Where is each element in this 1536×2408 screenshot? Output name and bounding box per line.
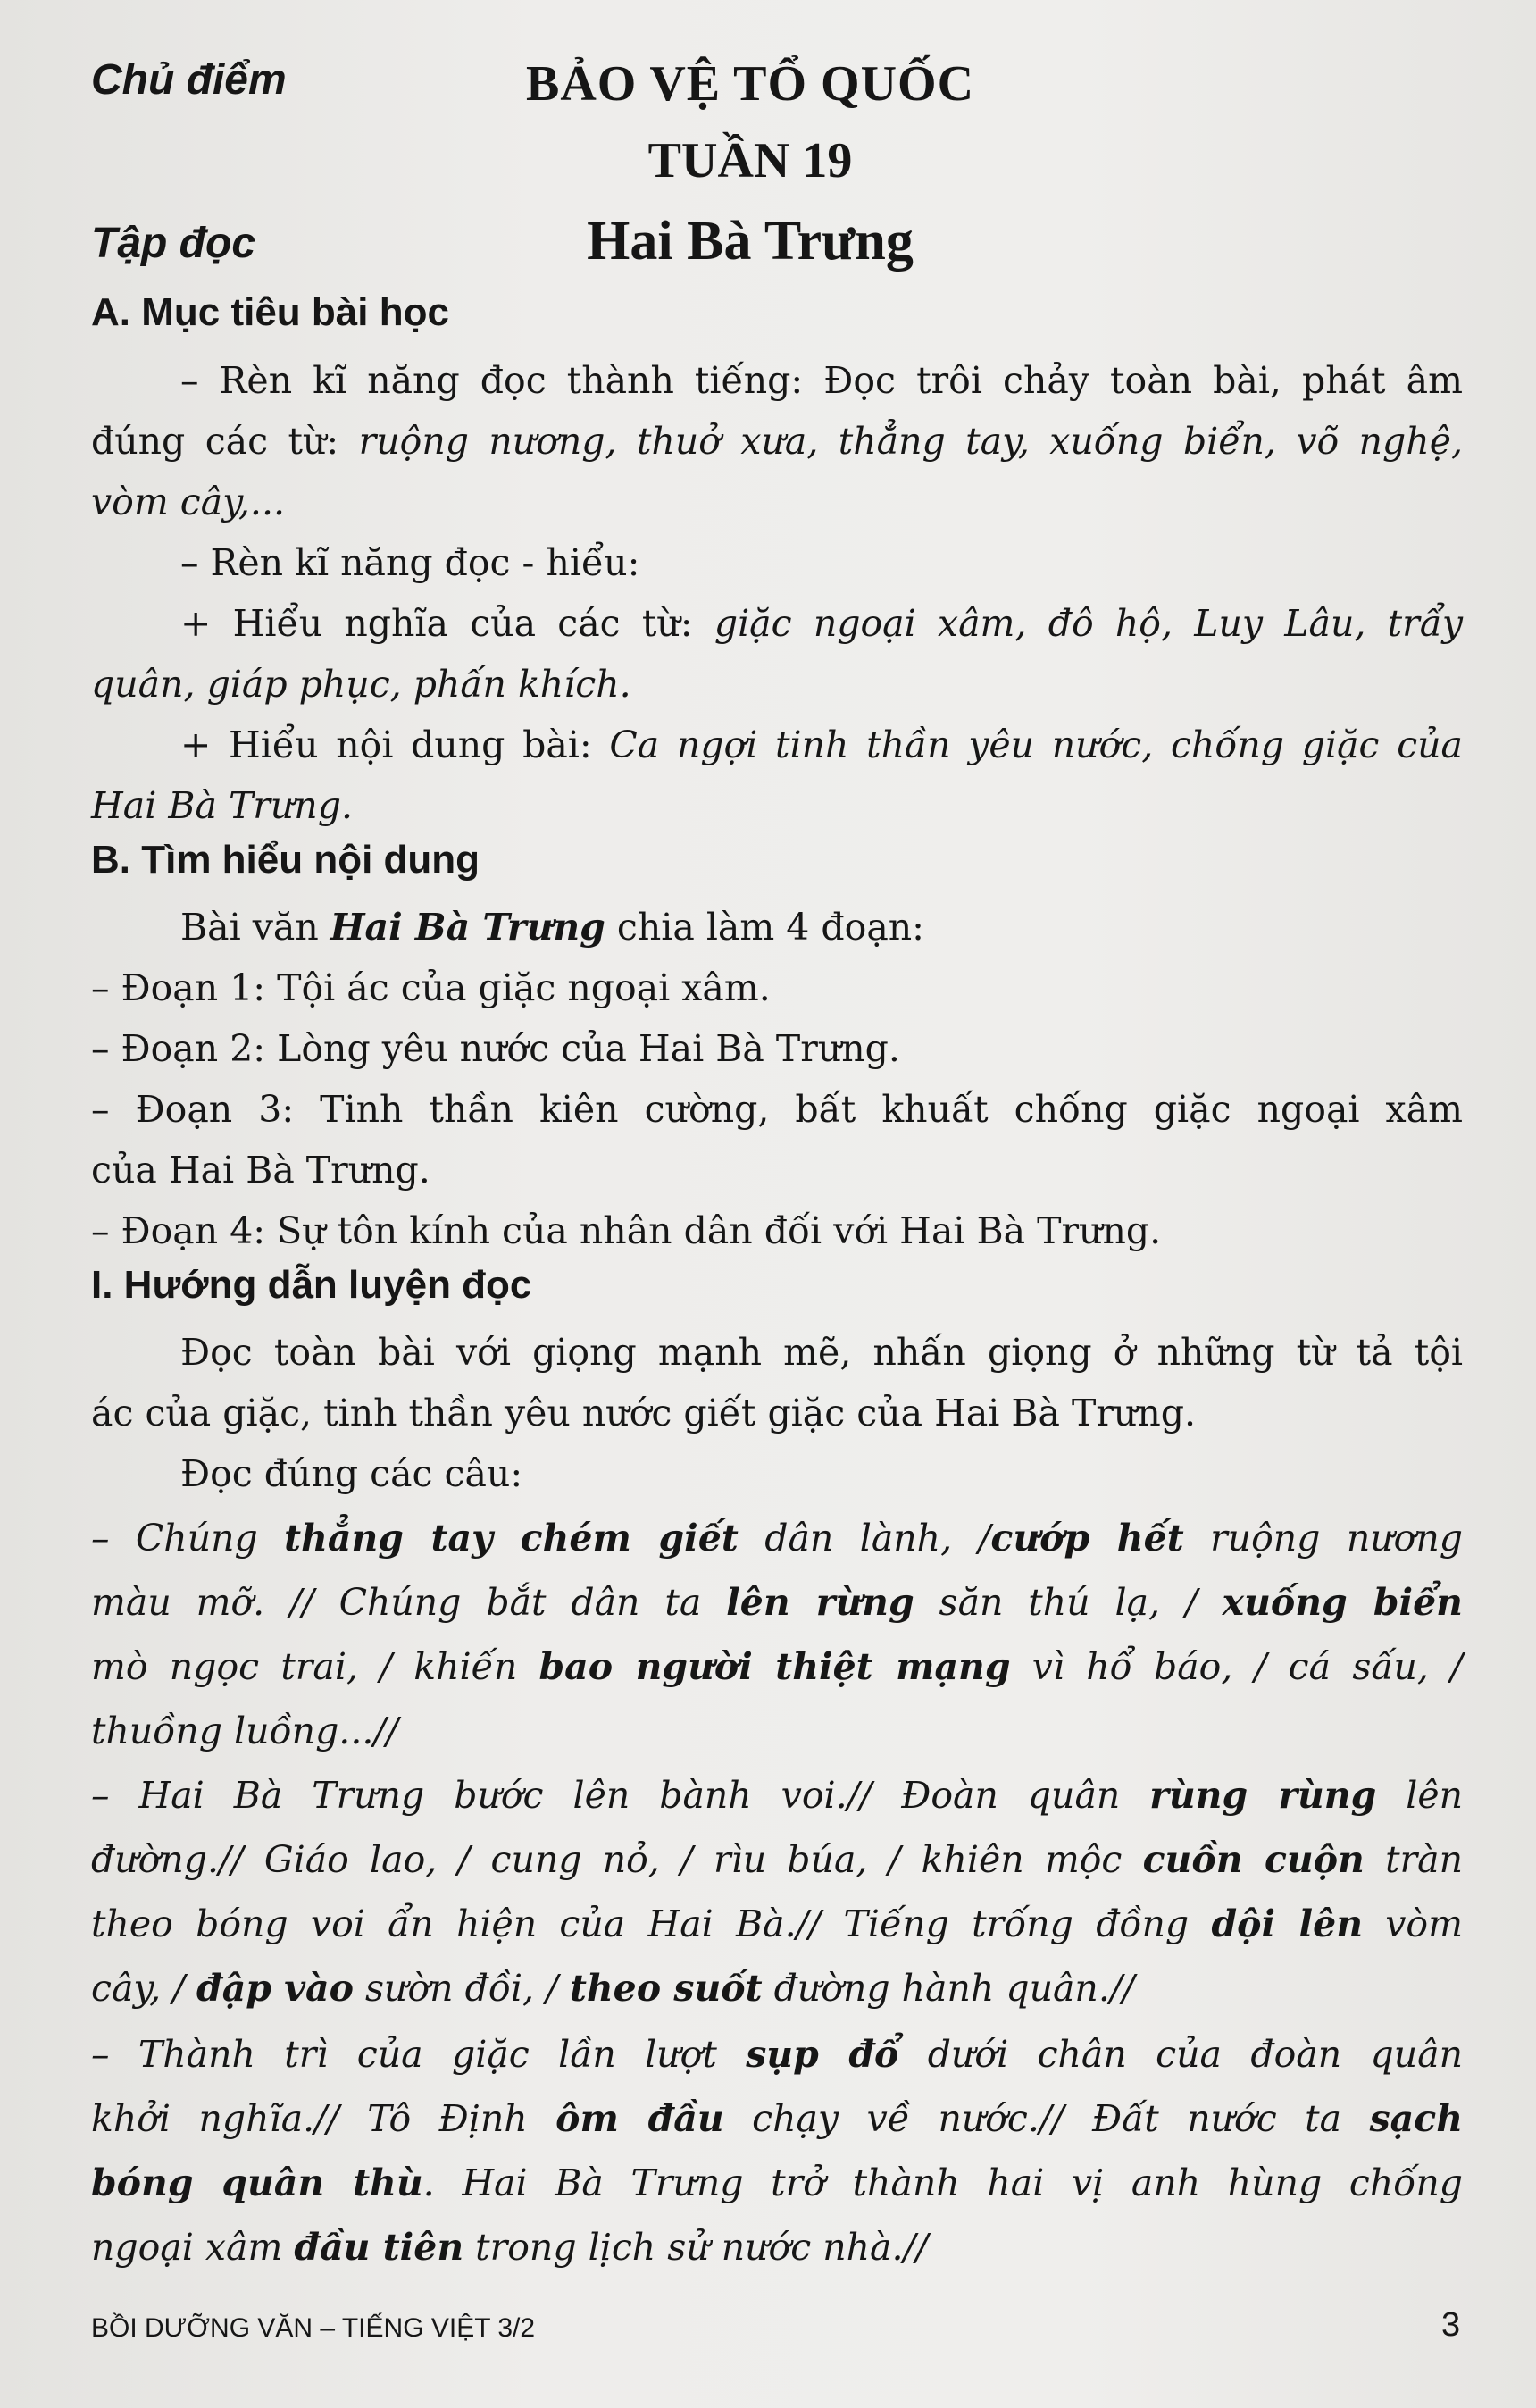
objective-reading-aloud: – Rèn kĩ năng đọc thành tiếng: Đọc trôi chảy toàn bài, phát âm — [180, 359, 1463, 402]
theme-title: BẢO VỆ TỔ QUỐC — [525, 56, 975, 112]
sentence-1-line-1: – Chúng thẳng tay chém giết dân lành, /cướp hết ruộng nương — [91, 1517, 1463, 1559]
sentence-1-line-2: màu mỡ. // Chúng bắt dân ta lên rừng săn thú lạ, / xuống biển — [91, 1581, 1463, 1624]
section-a-heading: A. Mục tiêu bài học — [91, 290, 449, 334]
sentence-2-line-1: – Hai Bà Trưng bước lên bành voi.// Đoàn quân rùng rùng lên — [91, 1774, 1463, 1817]
paragraph-4-summary: – Đoạn 4: Sự tôn kính của nhân dân đối với Hai Bà Trưng. — [91, 1209, 1162, 1252]
page-number: 3 — [1441, 2306, 1461, 2344]
sentence-3-line-4: ngoại xâm đầu tiên trong lịch sử nước nhà.// — [91, 2226, 929, 2269]
sentence-1-line-4: thuồng luồng...// — [91, 1710, 399, 1752]
objective-reading-comprehension: – Rèn kĩ năng đọc - hiểu: — [180, 541, 640, 584]
section-b-intro: Bài văn Hai Bà Trưng chia làm 4 đoạn: — [180, 906, 924, 949]
section-b-heading: B. Tìm hiểu nội dung — [91, 838, 480, 882]
week-title: TUẦN 19 — [647, 133, 853, 188]
sentence-2-line-3: theo bóng voi ẩn hiện của Hai Bà.// Tiếng trống đồng dội lên vòm — [91, 1902, 1463, 1945]
story-title: Hai Bà Trưng — [330, 906, 605, 949]
objective-content-end: Hai Bà Trưng. — [91, 784, 353, 827]
objective-meaning-end: quân, giáp phục, phấn khích. — [91, 663, 631, 706]
objective-content-line: + Hiểu nội dung bài: Ca ngợi tinh thần yêu nước, chống giặc của — [180, 723, 1464, 766]
paragraph-2-summary: – Đoạn 2: Lòng yêu nước của Hai Bà Trưng. — [91, 1027, 900, 1070]
reading-guide-line-1: Đọc toàn bài với giọng mạnh mẽ, nhấn giọng ở những từ tả tội — [180, 1331, 1463, 1374]
sentence-1-line-3: mò ngọc trai, / khiến bao người thiệt mạng vì hổ báo, / cá sấu, / — [91, 1645, 1463, 1688]
lesson-title: Hai Bà Trưng — [587, 211, 914, 272]
sentence-3-line-1: – Thành trì của giặc lần lượt sụp đổ dưới chân của đoàn quân — [91, 2033, 1463, 2076]
objective-meaning-line: + Hiểu nghĩa của các từ: giặc ngoại xâm, đô hộ, Luy Lâu, trẩy — [180, 602, 1463, 645]
sentence-2-line-4: cây, / đập vào sườn đồi, / theo suốt đường hành quân.// — [91, 1967, 1135, 2010]
paragraph-1-summary: – Đoạn 1: Tội ác của giặc ngoại xâm. — [91, 966, 771, 1009]
sentence-2-line-2: đường.// Giáo lao, / cung nỏ, / rìu búa, / khiên mộc cuồn cuộn tràn — [91, 1838, 1463, 1881]
objective-word-list: ruộng nương, thuở xưa, thẳng tay, xuống biển, võ nghệ, — [358, 420, 1463, 463]
theme-label: Chủ điểm — [91, 56, 287, 104]
book-title-footer: BỒI DƯỠNG VĂN – TIẾNG VIỆT 3/2 — [91, 2313, 536, 2343]
objective-words-line: đúng các từ: ruộng nương, thuở xưa, thẳng tay, xuống biển, võ nghệ, — [91, 420, 1463, 463]
section-i-heading: I. Hướng dẫn luyện đọc — [91, 1263, 532, 1307]
sentence-3-line-3: bóng quân thù. Hai Bà Trưng trở thành hai vị anh hùng chống — [91, 2161, 1463, 2204]
paragraph-3-summary-end: của Hai Bà Trưng. — [91, 1149, 430, 1191]
objective-words-end: vòm cây,... — [91, 481, 286, 523]
paragraph-3-summary: – Đoạn 3: Tinh thần kiên cường, bất khuất chống giặc ngoại xâm — [91, 1088, 1463, 1131]
lesson-label: Tập đọc — [91, 220, 256, 267]
sentence-3-line-2: khởi nghĩa.// Tô Định ôm đầu chạy về nước.// Đất nước ta sạch — [91, 2097, 1463, 2140]
reading-guide-line-2: ác của giặc, tinh thần yêu nước giết giặc của Hai Bà Trưng. — [91, 1392, 1197, 1434]
sentences-label: Đọc đúng các câu: — [180, 1452, 523, 1495]
